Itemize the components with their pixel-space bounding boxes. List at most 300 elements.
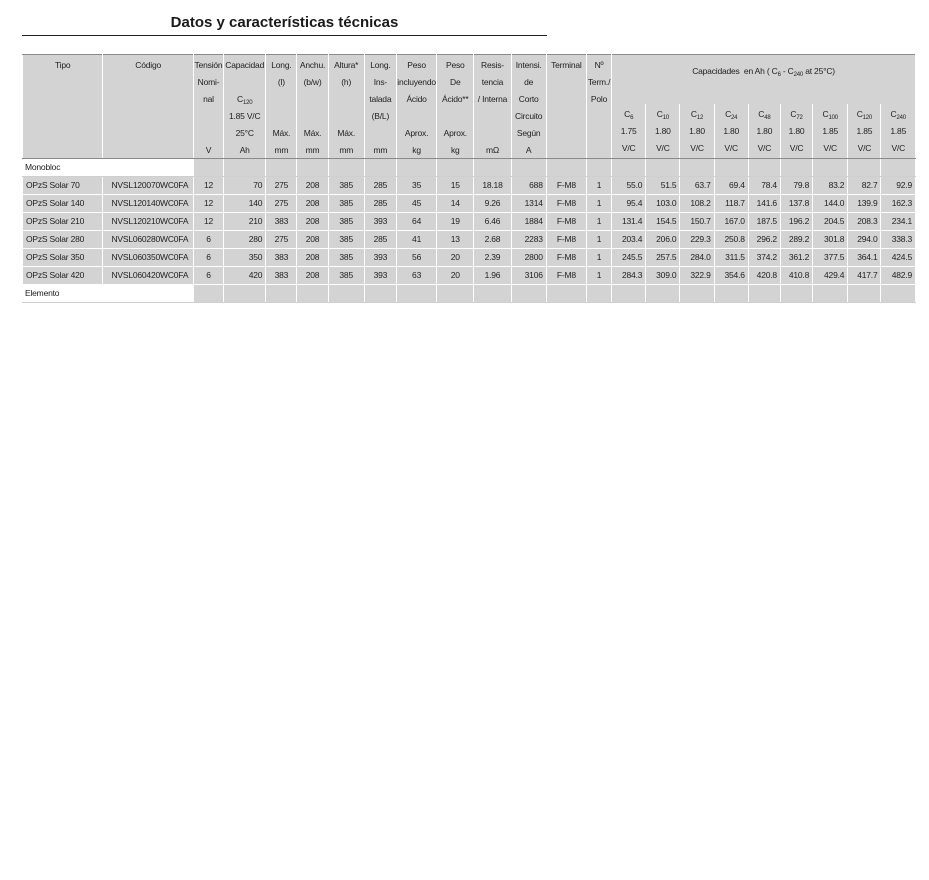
cell-long: 275 [266, 231, 297, 249]
cell-cap: 245.5 [612, 249, 646, 267]
cap-voltage: 1.80 [788, 125, 805, 136]
cell-intensidad: 2800 [511, 249, 546, 267]
empty-cell [646, 285, 680, 303]
cap-label [813, 106, 847, 123]
cap-letter: C [725, 108, 732, 119]
empty-cell [328, 159, 364, 177]
cell-cap: 79.8 [780, 177, 812, 195]
cap-label [715, 106, 748, 123]
cell-capacidad: 140 [224, 195, 266, 213]
cell-cap: 429.4 [813, 267, 848, 285]
cap-label [781, 106, 812, 123]
cell-cap: 141.6 [748, 195, 780, 213]
cell-cap: 354.6 [714, 267, 748, 285]
cell-tipo: OPzS Solar 420 [23, 267, 103, 285]
empty-cell [546, 285, 586, 303]
header-line: Anchu. [299, 60, 326, 70]
header-line: A [525, 145, 532, 155]
header-line: Máx. [337, 128, 356, 138]
empty-cell [103, 285, 193, 303]
header-line: (b/w) [303, 77, 322, 87]
cap-voltage: 1.85 [890, 125, 907, 136]
header-line [224, 74, 265, 91]
cap-letter: C [624, 108, 631, 119]
header-line: mm [339, 145, 354, 155]
cap-subscript: 120 [862, 114, 873, 121]
table-row [23, 267, 916, 285]
cell-codigo: NVSL060420WC0FA [103, 267, 193, 285]
cap-subscript: 10 [662, 114, 669, 121]
cell-altura: 385 [328, 195, 364, 213]
header-line: Intensi. [515, 60, 542, 70]
cell-long: 383 [266, 213, 297, 231]
empty-cell [714, 159, 748, 177]
cap-unit: V/C [857, 142, 872, 153]
cell-terminal: F-M8 [546, 231, 586, 249]
header-line: $C_{120}$ [237, 94, 253, 106]
spec-table-container [22, 54, 916, 298]
header-line: 1.85 V/C [228, 111, 261, 121]
cell-cap: 139.9 [848, 195, 881, 213]
cap-subscript: 100 [828, 114, 838, 121]
cap-letter: C [890, 108, 897, 119]
cell-peso-acido: 13 [437, 231, 474, 249]
table-row [23, 177, 916, 195]
cell-cap: 154.5 [646, 213, 680, 231]
header-line: Altura* [334, 60, 359, 70]
cap-label [646, 106, 679, 123]
header-line [329, 91, 364, 108]
header-cap-6 [612, 104, 646, 159]
cell-cap: 301.8 [813, 231, 848, 249]
header-line: Aprox. [404, 128, 429, 138]
header-line: (l) [277, 77, 285, 87]
empty-cell [586, 285, 611, 303]
header-line: (B/L) [371, 111, 390, 121]
header-line [297, 91, 327, 108]
cell-cap: 374.2 [748, 249, 780, 267]
cell-cap: 364.1 [848, 249, 881, 267]
cell-cap: 284.3 [612, 267, 646, 285]
cap-label [680, 106, 713, 123]
table-row [23, 231, 916, 249]
cell-resistencia: 18.18 [474, 177, 511, 195]
cap-subscript: 72 [796, 114, 803, 121]
cell-cap: 482.9 [881, 267, 916, 285]
page-title: Datos y características técnicas [170, 14, 399, 31]
header-line: tencia [481, 77, 504, 87]
cap-letter: C [690, 108, 697, 119]
cell-capacidad: 210 [224, 213, 266, 231]
empty-cell [364, 285, 396, 303]
empty-cell [266, 159, 297, 177]
empty-cell [437, 159, 474, 177]
cap-voltage: 1.85 [822, 125, 839, 136]
cell-cap: 82.7 [848, 177, 881, 195]
header-altura [328, 55, 364, 159]
cell-codigo: NVSL060280WC0FA [103, 231, 193, 249]
cap-letter: C [758, 108, 765, 119]
cap-label [848, 106, 880, 123]
section-label: Elemento [23, 285, 103, 303]
cell-anchu: 208 [297, 231, 328, 249]
cell-n-term: 1 [586, 177, 611, 195]
header-line: Según [516, 128, 541, 138]
cell-cap: 234.1 [881, 213, 916, 231]
cell-long: 383 [266, 249, 297, 267]
empty-cell [714, 285, 748, 303]
table-row [23, 213, 916, 231]
cell-cap: 377.5 [813, 249, 848, 267]
header-line: kg [450, 145, 460, 155]
cell-codigo: NVSL120210WC0FA [103, 213, 193, 231]
header-line: / Interna [477, 94, 508, 104]
header-terminal [546, 55, 586, 159]
empty-cell [224, 285, 266, 303]
cell-cap: 284.0 [680, 249, 714, 267]
cell-cap: 55.0 [612, 177, 646, 195]
cap-letter: C [790, 108, 797, 119]
empty-cell [848, 159, 881, 177]
cell-tension: 12 [193, 195, 223, 213]
cell-n-term: 1 [586, 213, 611, 231]
cell-tipo: OPzS Solar 70 [23, 177, 103, 195]
header-line [266, 108, 296, 125]
empty-cell [813, 159, 848, 177]
cell-terminal: F-M8 [546, 195, 586, 213]
cap-unit: V/C [823, 142, 837, 153]
empty-cell [680, 159, 714, 177]
cell-cap: 196.2 [780, 213, 812, 231]
cell-n-term: 1 [586, 249, 611, 267]
cell-capacidad: 350 [224, 249, 266, 267]
cell-cap: 137.8 [780, 195, 812, 213]
cap-voltage: 1.80 [689, 125, 705, 136]
cap-unit: V/C [789, 142, 804, 153]
header-line: Código [135, 60, 162, 70]
cell-peso: 35 [396, 177, 436, 195]
header-tension [193, 55, 223, 159]
header-cap-240 [881, 104, 916, 159]
cell-intensidad: 688 [511, 177, 546, 195]
cell-n-term: 1 [586, 267, 611, 285]
cell-intensidad: 2283 [511, 231, 546, 249]
header-line: mm [305, 145, 320, 155]
header-line: Peso [407, 60, 426, 70]
cap-unit: V/C [724, 142, 738, 153]
cell-tension: 6 [193, 249, 223, 267]
header-line: mm [274, 145, 289, 155]
empty-cell [266, 285, 297, 303]
cell-tipo: OPzS Solar 140 [23, 195, 103, 213]
cap-voltage: 1.80 [756, 125, 773, 136]
empty-cell [680, 285, 714, 303]
empty-cell [297, 285, 328, 303]
cell-peso-acido: 15 [437, 177, 474, 195]
cell-tipo: OPzS Solar 350 [23, 249, 103, 267]
cell-resistencia: 2.39 [474, 249, 511, 267]
header-line: Term./ [587, 77, 611, 87]
empty-cell [474, 285, 511, 303]
header-line: Polo [590, 94, 608, 104]
empty-cell [224, 159, 266, 177]
empty-cell [364, 159, 396, 177]
cell-cap: 420.8 [748, 267, 780, 285]
cell-cap: 204.5 [813, 213, 848, 231]
cell-tension: 6 [193, 267, 223, 285]
cell-anchu: 208 [297, 177, 328, 195]
cell-cap: 118.7 [714, 195, 748, 213]
cell-cap: 206.0 [646, 231, 680, 249]
header-long [266, 55, 297, 159]
header-line [437, 108, 473, 125]
cell-long-inst: 393 [364, 267, 396, 285]
cell-tension: 12 [193, 213, 223, 231]
header-codigo [103, 55, 193, 159]
cap-voltage: 1.80 [723, 125, 740, 136]
header-cap-48 [748, 104, 780, 159]
cell-cap: 322.9 [680, 267, 714, 285]
cell-peso-acido: 19 [437, 213, 474, 231]
cell-tension: 12 [193, 177, 223, 195]
header-cap-24 [714, 104, 748, 159]
cell-peso-acido: 20 [437, 249, 474, 267]
cell-cap: 144.0 [813, 195, 848, 213]
cell-long: 383 [266, 267, 297, 285]
cap-subscript: 48 [764, 114, 771, 121]
cell-peso-acido: 14 [437, 195, 474, 213]
cap-subscript: 24 [731, 114, 738, 121]
header-line [397, 108, 436, 125]
header-peso-acido [437, 55, 474, 159]
cell-codigo: NVSL120070WC0FA [103, 177, 193, 195]
cell-resistencia: 6.46 [474, 213, 511, 231]
empty-cell [396, 159, 436, 177]
header-line: Tensión [194, 60, 223, 70]
cell-long-inst: 285 [364, 231, 396, 249]
cap-label [881, 106, 915, 123]
cap-subscript: 6 [630, 114, 634, 121]
header-resistencia [474, 55, 511, 159]
header-line [365, 125, 396, 142]
cell-cap: 311.5 [714, 249, 748, 267]
cap-label [612, 106, 645, 123]
cell-cap: 361.2 [780, 249, 812, 267]
section-row-monobloc [23, 159, 916, 177]
cell-terminal: F-M8 [546, 213, 586, 231]
header-cap-10 [646, 104, 680, 159]
cell-cap: 417.7 [848, 267, 881, 285]
cell-n-term: 1 [586, 195, 611, 213]
cell-intensidad: 1314 [511, 195, 546, 213]
header-line: Capacidad [225, 60, 265, 70]
empty-cell [748, 285, 780, 303]
header-long-inst [364, 55, 396, 159]
header-cap-120 [848, 104, 881, 159]
header-line: mm [373, 145, 388, 155]
header-peso [396, 55, 436, 159]
header-line [474, 108, 510, 125]
cell-long-inst: 285 [364, 195, 396, 213]
empty-cell [328, 285, 364, 303]
header-line [266, 91, 296, 108]
empty-cell [546, 159, 586, 177]
cell-tension: 6 [193, 231, 223, 249]
empty-cell [813, 285, 848, 303]
header-line: Ins- [373, 77, 388, 87]
cell-cap: 338.3 [881, 231, 916, 249]
spec-table [22, 54, 916, 303]
header-line: Nº [594, 60, 604, 70]
header-tipo [23, 55, 103, 159]
cell-tipo: OPzS Solar 210 [23, 213, 103, 231]
cell-cap: 208.3 [848, 213, 881, 231]
header-line: kg [412, 145, 421, 155]
cell-peso: 41 [396, 231, 436, 249]
empty-cell [646, 159, 680, 177]
cell-anchu: 208 [297, 195, 328, 213]
cap-voltage: 1.80 [654, 125, 671, 136]
cell-cap: 78.4 [748, 177, 780, 195]
header-line: de [524, 77, 534, 87]
header-line: nal [203, 94, 214, 104]
cell-cap: 95.4 [612, 195, 646, 213]
cell-cap: 424.5 [881, 249, 916, 267]
section-row-elemento [23, 285, 916, 303]
header-line: Resis- [481, 60, 504, 70]
header-line: Máx. [303, 128, 322, 138]
cell-cap: 150.7 [680, 213, 714, 231]
cell-cap: 309.0 [646, 267, 680, 285]
header-line: Máx. [272, 128, 291, 138]
cap-letter: C [856, 108, 863, 119]
empty-cell [881, 285, 916, 303]
header-intensidad [511, 55, 546, 159]
title-underline [22, 35, 547, 36]
header-capacidad [224, 55, 266, 159]
cell-cap: 92.9 [881, 177, 916, 195]
cell-altura: 385 [328, 213, 364, 231]
cell-altura: 385 [328, 249, 364, 267]
table-row [23, 195, 916, 213]
cell-cap: 131.4 [612, 213, 646, 231]
empty-cell [511, 285, 546, 303]
header-line: Ah [239, 145, 250, 155]
cell-capacidad: 70 [224, 177, 266, 195]
cap-letter: C [822, 108, 829, 119]
cell-n-term: 1 [586, 231, 611, 249]
cell-cap: 289.2 [780, 231, 812, 249]
header-line [474, 125, 510, 142]
empty-cell [103, 159, 193, 177]
header-line: Ácido** [442, 94, 469, 104]
cell-terminal: F-M8 [546, 249, 586, 267]
header-line: Nomi- [197, 77, 220, 87]
header-line: Ácido [406, 94, 427, 104]
cell-cap: 187.5 [748, 213, 780, 231]
header-line: V [205, 145, 212, 155]
cell-peso: 63 [396, 267, 436, 285]
empty-cell [396, 285, 436, 303]
empty-cell [612, 285, 646, 303]
cell-anchu: 208 [297, 267, 328, 285]
cell-cap: 103.0 [646, 195, 680, 213]
empty-cell [881, 159, 916, 177]
empty-cell [297, 159, 328, 177]
cap-unit: V/C [621, 142, 636, 153]
header-line [297, 108, 327, 125]
header-cap-100 [813, 104, 848, 159]
header-line: De [450, 77, 461, 87]
cell-long: 275 [266, 177, 297, 195]
cap-subscript: 240 [896, 114, 906, 121]
cell-intensidad: 3106 [511, 267, 546, 285]
cell-cap: 83.2 [813, 177, 848, 195]
header-anchu [297, 55, 328, 159]
header-line: mΩ [485, 145, 499, 155]
cell-cap: 250.8 [714, 231, 748, 249]
cap-voltage: 1.75 [620, 125, 637, 136]
cell-anchu: 208 [297, 213, 328, 231]
empty-cell [780, 285, 812, 303]
cell-long-inst: 285 [364, 177, 396, 195]
cell-cap: 296.2 [748, 231, 780, 249]
cell-terminal: F-M8 [546, 177, 586, 195]
cell-intensidad: 1884 [511, 213, 546, 231]
cell-peso: 64 [396, 213, 436, 231]
cap-unit: V/C [656, 142, 670, 153]
cell-peso-acido: 20 [437, 267, 474, 285]
cell-altura: 385 [328, 267, 364, 285]
header-line: Long. [271, 60, 292, 70]
cell-altura: 385 [328, 231, 364, 249]
empty-cell [511, 159, 546, 177]
cell-codigo: NVSL120140WC0FA [103, 195, 193, 213]
header-line: Long. [370, 60, 391, 70]
cell-long-inst: 393 [364, 213, 396, 231]
cell-cap: 108.2 [680, 195, 714, 213]
empty-cell [193, 285, 223, 303]
cell-cap: 69.4 [714, 177, 748, 195]
header-cap-12 [680, 104, 714, 159]
cell-long: 275 [266, 195, 297, 213]
header-line: incluyendo [397, 77, 436, 87]
empty-cell [586, 159, 611, 177]
cap-subscript: 12 [696, 114, 704, 121]
cap-unit: V/C [891, 142, 906, 153]
cell-resistencia: 1.96 [474, 267, 511, 285]
cell-resistencia: 9.26 [474, 195, 511, 213]
header-line: talada [369, 94, 392, 104]
cell-cap: 162.3 [881, 195, 916, 213]
cell-peso: 45 [396, 195, 436, 213]
cap-unit: V/C [690, 142, 704, 153]
capacidades-title: Capacidades en Ah ( $C_6 - C_{240}$ at 25°C) [692, 66, 835, 78]
cap-unit: V/C [757, 142, 772, 153]
empty-cell [193, 159, 223, 177]
header-capacidades [612, 55, 916, 104]
cell-codigo: NVSL060350WC0FA [103, 249, 193, 267]
cell-resistencia: 2.68 [474, 231, 511, 249]
cell-cap: 51.5 [646, 177, 680, 195]
header-line [329, 108, 364, 125]
cell-terminal: F-M8 [546, 267, 586, 285]
cell-long-inst: 393 [364, 249, 396, 267]
cell-altura: 385 [328, 177, 364, 195]
cell-peso: 56 [396, 249, 436, 267]
table-row [23, 249, 916, 267]
header-line: Tipo [55, 60, 71, 70]
